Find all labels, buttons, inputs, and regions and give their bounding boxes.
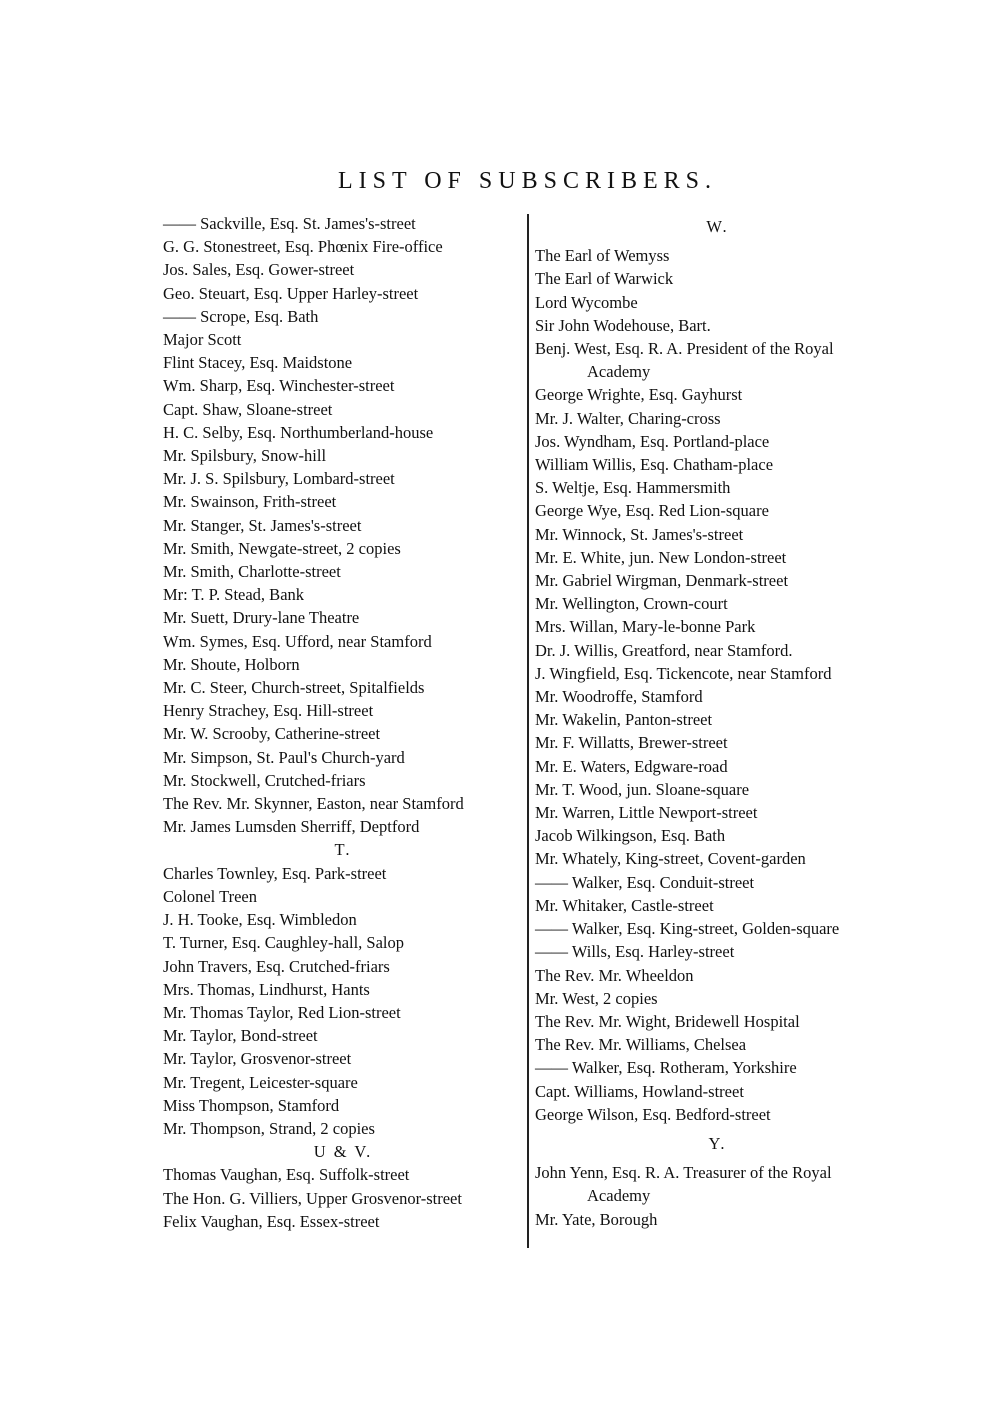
column-divider [527, 214, 529, 1248]
subscriber-entry: Major Scott [163, 330, 242, 350]
subscriber-entry: Mr. J. Walter, Charing-cross [535, 408, 721, 428]
subscriber-entry: George Wilson, Esq. Bedford-street [535, 1104, 771, 1124]
subscriber-entry: T. Turner, Esq. Caughley-hall, Salop [163, 933, 405, 953]
subscriber-entry: Mr. Smith, Charlotte-street [163, 562, 341, 582]
subscriber-entry: Mr. C. Steer, Church-street, Spitalfields [163, 678, 425, 698]
subscriber-entry: Benj. West, Esq. R. A. President of the Royal [535, 339, 834, 359]
page-title: LIST OF SUBSCRIBERS. [338, 168, 717, 194]
subscriber-entry: Jacob Wilkingson, Esq. Bath [535, 826, 726, 846]
subscriber-entry: Mr. F. Willatts, Brewer-street [535, 733, 728, 753]
subscriber-entry: Wm. Symes, Esq. Ufford, near Stamford [163, 631, 432, 651]
subscriber-entry: Jos. Sales, Esq. Gower-street [163, 260, 355, 280]
right-column [535, 215, 900, 1231]
subscriber-entry: The Rev. Mr. Williams, Chelsea [535, 1035, 747, 1055]
subscriber-entry: Mr. J. S. Spilsbury, Lombard-street [163, 469, 395, 489]
subscriber-entry: —— Wills, Esq. Harley-street [535, 942, 735, 962]
subscriber-entry: Felix Vaughan, Esq. Essex-street [163, 1211, 380, 1231]
section-w-list [535, 244, 900, 1126]
section-heading-y: Y. [708, 1133, 727, 1153]
subscriber-entry: The Rev. Mr. Wight, Bridewell Hospital [535, 1011, 800, 1031]
section-t-list [163, 862, 523, 1140]
section-heading-w: W. [706, 217, 729, 236]
subscriber-entry: —— Sackville, Esq. St. James's-street [163, 214, 416, 233]
subscriber-entry: The Rev. Mr. Skynner, Easton, near Stamford [163, 794, 464, 814]
subscriber-entry: Mr. E. White, jun. New London-street [535, 547, 787, 567]
subscriber-entry: Mr. Taylor, Grosvenor-street [163, 1049, 352, 1069]
subscriber-entry: —— Walker, Esq. Conduit-street [535, 872, 755, 892]
subscriber-entry: Dr. J. Willis, Greatford, near Stamford. [535, 640, 793, 660]
subscriber-entry: The Earl of Warwick [535, 269, 674, 289]
section-s-list [163, 212, 523, 838]
subscriber-entry: Mr. Taylor, Bond-street [163, 1026, 318, 1046]
subscriber-entry: Mr. T. Wood, jun. Sloane-square [535, 779, 750, 799]
subscriber-entry: J. H. Tooke, Esq. Wimbledon [163, 910, 357, 930]
subscriber-entry: Mr. Stanger, St. James's-street [163, 515, 362, 535]
subscriber-entry: Geo. Steuart, Esq. Upper Harley-street [163, 283, 419, 303]
subscriber-entry: George Wye, Esq. Red Lion-square [535, 501, 769, 521]
subscriber-entry: The Earl of Wemyss [535, 246, 670, 266]
subscriber-entry: Flint Stacey, Esq. Maidstone [163, 353, 353, 373]
subscriber-entry: Mr. Thompson, Strand, 2 copies [163, 1118, 375, 1138]
section-y-list [535, 1161, 900, 1231]
subscriber-entry: Mr. Wakelin, Panton-street [535, 710, 713, 730]
subscriber-entry: Mr. Yate, Borough [535, 1209, 658, 1229]
section-heading-uv: U & V. [313, 1142, 373, 1162]
left-column [163, 212, 523, 1233]
subscriber-entry: Charles Townley, Esq. Park-street [163, 863, 387, 883]
section-uv-list [163, 1163, 523, 1233]
subscriber-entry: Jos. Wyndham, Esq. Portland-place [535, 431, 770, 451]
subscriber-entry: Mr. Shoute, Holborn [163, 654, 300, 674]
subscriber-entry: Mr. Suett, Drury-lane Theatre [163, 608, 360, 628]
subscriber-entry: Mr. Winnock, St. James's-street [535, 524, 744, 544]
subscriber-entry: Capt. Williams, Howland-street [535, 1081, 744, 1101]
subscriber-entry: Mr. E. Waters, Edgware-road [535, 756, 728, 776]
subscriber-entry: The Hon. G. Villiers, Upper Grosvenor-street [163, 1188, 462, 1208]
subscriber-entry: Mr. Spilsbury, Snow-hill [163, 446, 327, 466]
subscriber-entry: John Yenn, Esq. R. A. Treasurer of the Royal [535, 1163, 832, 1183]
subscriber-entry: Mr. Smith, Newgate-street, 2 copies [163, 538, 401, 558]
subscriber-entry: Thomas Vaughan, Esq. Suffolk-street [163, 1165, 410, 1185]
subscriber-entry: Wm. Sharp, Esq. Winchester-street [163, 376, 395, 396]
subscriber-entry: Henry Strachey, Esq. Hill-street [163, 701, 374, 721]
subscriber-entry: Sir John Wodehouse, Bart. [535, 315, 711, 335]
subscriber-entry: Colonel Treen [163, 886, 257, 906]
subscriber-entry: Mr. Whately, King-street, Covent-garden [535, 849, 806, 869]
subscriber-entry: Mrs. Thomas, Lindhurst, Hants [163, 979, 370, 999]
subscriber-entry: Miss Thompson, Stamford [163, 1095, 340, 1115]
section-heading-t: T. [334, 840, 352, 860]
subscriber-entry: Mrs. Willan, Mary-le-bonne Park [535, 617, 756, 637]
subscriber-entry: George Wrighte, Esq. Gayhurst [535, 385, 743, 405]
subscriber-entry: Mr. Swainson, Frith-street [163, 492, 337, 512]
subscriber-entry: Mr. W. Scrooby, Catherine-street [163, 724, 381, 744]
subscriber-entry-continuation: Academy [587, 1186, 651, 1206]
subscriber-entry: Mr. James Lumsden Sherriff, Deptford [163, 817, 420, 837]
subscriber-entry: Mr. Warren, Little Newport-street [535, 803, 758, 823]
subscriber-entry: Mr. Tregent, Leicester-square [163, 1072, 358, 1092]
subscriber-entry: Mr: T. P. Stead, Bank [163, 585, 305, 605]
subscriber-entry: Capt. Shaw, Sloane-street [163, 399, 333, 419]
subscriber-entry: Mr. Simpson, St. Paul's Church-yard [163, 747, 405, 767]
subscriber-entry: Mr. Whitaker, Castle-street [535, 895, 714, 915]
subscriber-entry: S. Weltje, Esq. Hammersmith [535, 478, 731, 498]
subscriber-entry: Mr. Thomas Taylor, Red Lion-street [163, 1002, 401, 1022]
subscriber-entry: Mr. Stockwell, Crutched-friars [163, 770, 366, 790]
subscriber-entry: Lord Wycombe [535, 292, 638, 312]
subscriber-entry: Mr. West, 2 copies [535, 988, 658, 1008]
subscriber-entry: —— Scrope, Esq. Bath [163, 306, 319, 326]
subscriber-entry: G. G. Stonestreet, Esq. Phœnix Fire-office [163, 237, 443, 257]
subscriber-entry: William Willis, Esq. Chatham-place [535, 455, 774, 475]
subscriber-entry: J. Wingfield, Esq. Tickencote, near Stamford [535, 663, 832, 683]
subscriber-entry: The Rev. Mr. Wheeldon [535, 965, 694, 985]
subscriber-entry: Mr. Woodroffe, Stamford [535, 687, 703, 707]
subscriber-entry: John Travers, Esq. Crutched-friars [163, 956, 390, 976]
subscriber-entry: H. C. Selby, Esq. Northumberland-house [163, 422, 434, 442]
subscriber-entry: —— Walker, Esq. Rotheram, Yorkshire [535, 1058, 797, 1078]
subscriber-entry: Mr. Gabriel Wirgman, Denmark-street [535, 571, 789, 591]
subscriber-entry: —— Walker, Esq. King-street, Golden-square [535, 919, 840, 939]
subscriber-entry: Mr. Wellington, Crown-court [535, 594, 728, 614]
subscriber-entry-continuation: Academy [587, 362, 651, 382]
